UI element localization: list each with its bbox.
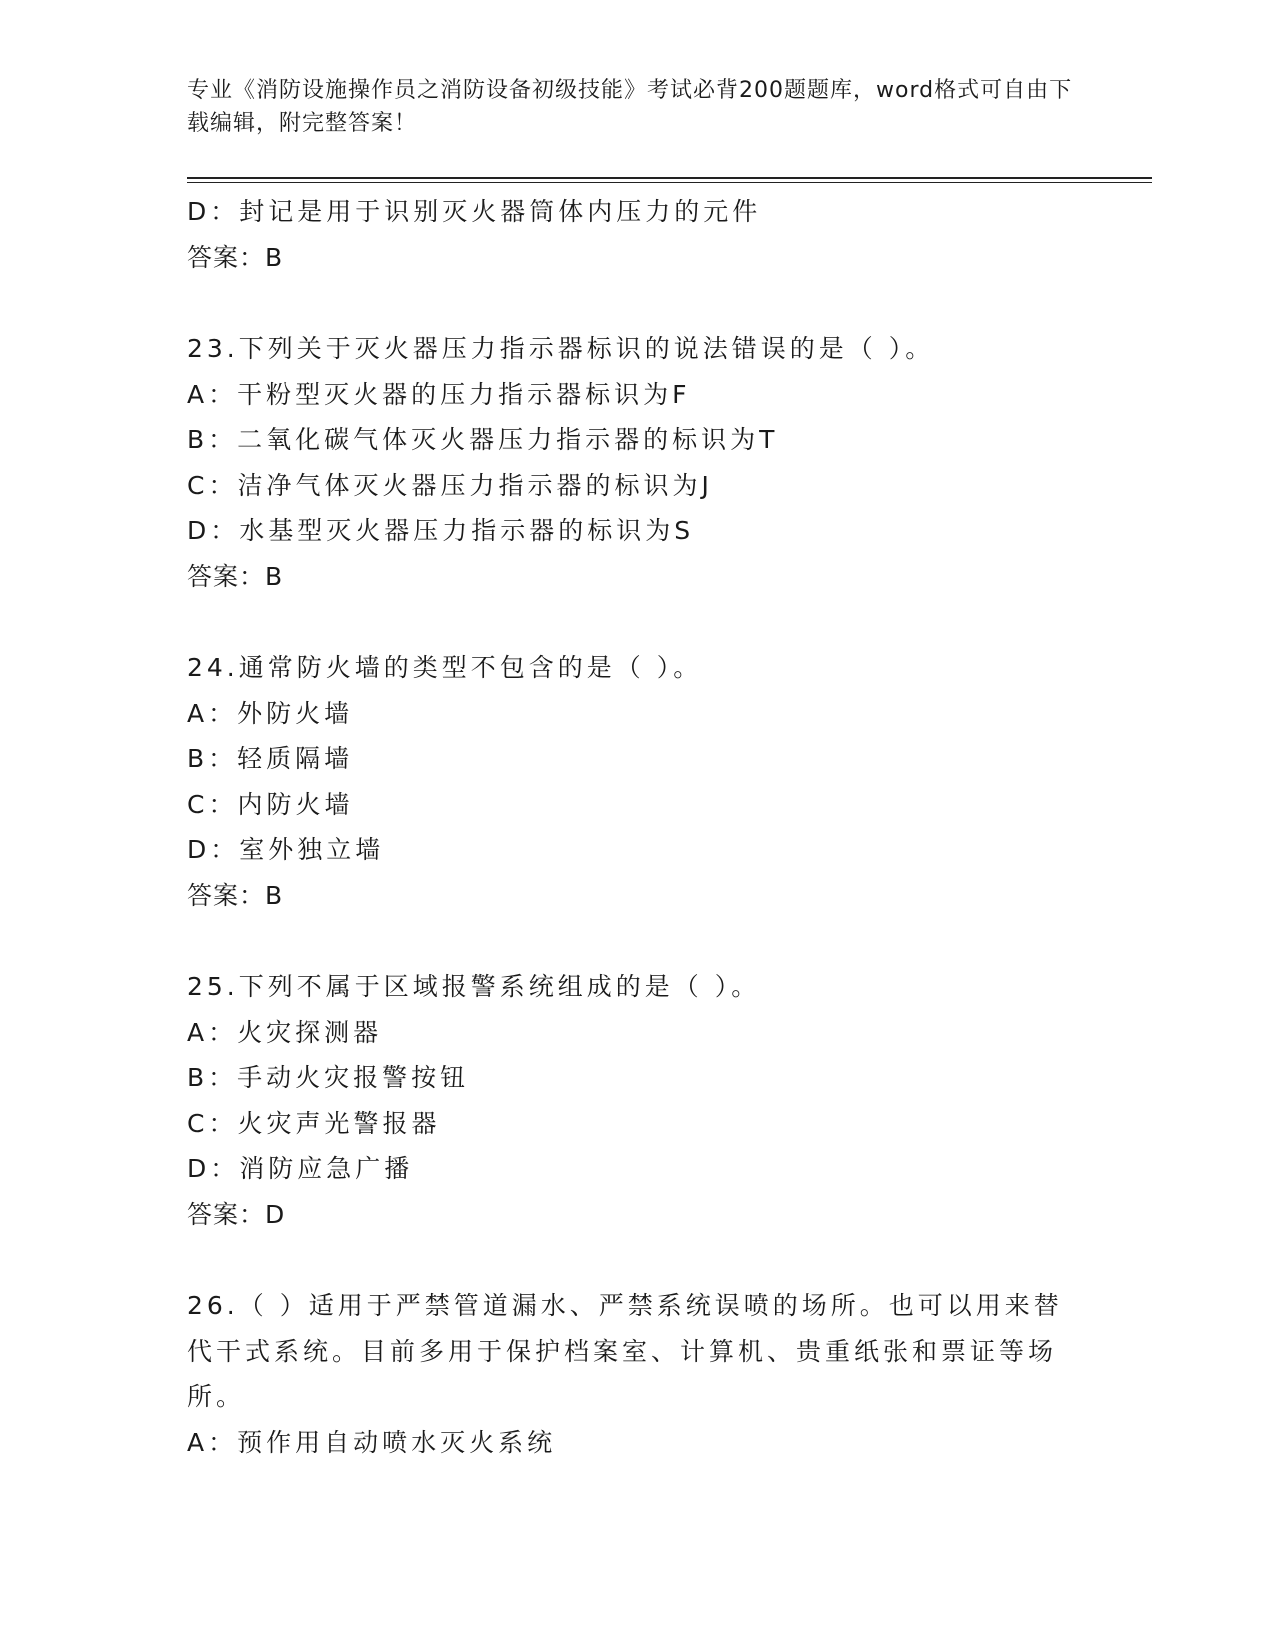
- option-a: A：火灾探测器: [187, 1017, 383, 1047]
- prev-option-d: D：封记是用于识别灭火器筒体内压力的元件: [187, 197, 762, 226]
- question-stem: 25.下列不属于区域报警系统组成的是（ ）。: [187, 972, 761, 1001]
- spacer: [187, 599, 1087, 645]
- document-header: 专业《消防设施操作员之消防设备初级技能》考试必背200题题库，word格式可自由下载编辑，附完整答案！: [187, 78, 1073, 136]
- spacer: [187, 1237, 1087, 1283]
- option-a: A：外防火墙: [187, 698, 354, 728]
- answer: 答案：B: [187, 880, 284, 910]
- question-stem: 26.（ ）适用于严禁管道漏水、严禁系统误喷的场所。也可以用来替代干式系统。目前多用于保护档案室、计算机、贵重纸张和票证等场所。: [187, 1291, 1063, 1411]
- spacer: [187, 918, 1087, 964]
- header-divider-thin: [187, 182, 1152, 183]
- question-stem: 23.下列关于灭火器压力指示器标识的说法错误的是（ ）。: [187, 334, 935, 363]
- option-a: A：预作用自动喷水灭火系统: [187, 1427, 557, 1457]
- option-c: C：火灾声光警报器: [187, 1108, 441, 1138]
- spacer: [187, 280, 1087, 326]
- option-b: B：手动火灾报警按钮: [187, 1063, 470, 1092]
- answer: 答案：B: [187, 561, 284, 591]
- option-b: B：二氧化碳气体灭火器压力指示器的标识为T: [187, 425, 779, 454]
- answer: 答案：D: [187, 1199, 286, 1229]
- option-b: B：轻质隔墙: [187, 744, 354, 773]
- option-c: C：内防火墙: [187, 789, 354, 819]
- prev-answer: 答案：B: [187, 242, 284, 272]
- option-a: A：干粉型灭火器的压力指示器标识为F: [187, 379, 691, 409]
- option-d: D：水基型灭火器压力指示器的标识为S: [187, 516, 695, 545]
- option-d: D：室外独立墙: [187, 835, 385, 864]
- header-divider-thick: [187, 177, 1152, 179]
- question-list: [187, 189, 1087, 1465]
- question-stem: 24.通常防火墙的类型不包含的是（ ）。: [187, 653, 703, 682]
- option-c: C：洁净气体灭火器压力指示器的标识为J: [187, 470, 713, 500]
- option-d: D：消防应急广播: [187, 1154, 414, 1183]
